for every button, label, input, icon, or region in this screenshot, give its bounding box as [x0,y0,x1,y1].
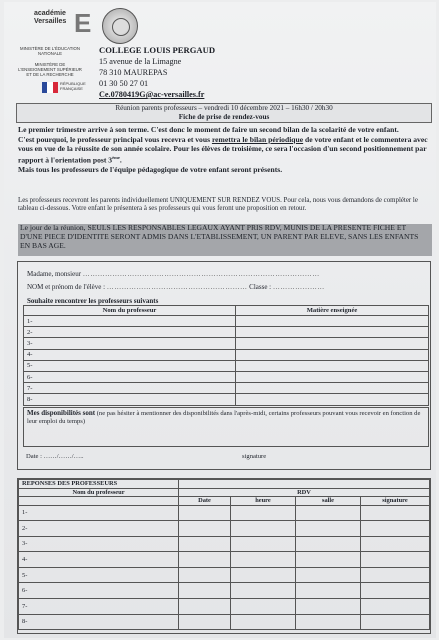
republique-label: RÉPUBLIQUE FRANÇAISE [60,81,86,91]
col-teacher-name: Nom du professeur [24,306,236,316]
intro-paragraph-1: Le premier trimestre arrive à son terme. C'est donc le moment de faire un second bilan de la scolarité de votre enfant. [18,125,399,134]
college-phone: 01 30 50 27 01 [99,79,149,88]
college-seal-icon [102,8,138,44]
table-row[interactable]: 2- [24,327,429,338]
teachers-request-table [23,305,429,406]
academie-logo [34,8,92,38]
document-page [4,2,436,638]
table-row[interactable]: 8- [24,394,429,405]
teachers-subtitle: Souhaite rencontrer les professeurs suivants [27,297,159,305]
intro-text [18,125,432,175]
table-row[interactable]: 1- [19,505,430,521]
table-row[interactable]: 5- [24,360,429,371]
college-city: 78 310 MAUREPAS [99,68,168,77]
intro-paragraph-3: Mais tous les professeurs de l'équipe pédagogique de votre enfant seront présents. [18,165,283,175]
request-form [17,261,431,470]
table-row[interactable]: 6- [19,583,430,599]
table-row[interactable]: 8- [19,614,430,630]
col-salle: salle [296,497,361,506]
parent-name-field[interactable]: Madame, monsieur …………………………………………………………………………………… [27,270,320,278]
table-row[interactable]: 2- [19,521,430,537]
col-heure: heure [231,497,296,506]
col-teacher-name: Nom du professeur [19,488,179,497]
versailles-word: Versailles [34,18,67,25]
table-row[interactable]: 3- [24,338,429,349]
responses-table [18,479,430,630]
college-street: 15 avenue de la Limagne [99,57,182,66]
availability-box[interactable]: Mes disponibilités sont (ne pas hésiter à mentionner des disponibilités dans l'après-midi, certains professeurs pouvant vous recevoir en fonction de leur emploi du temps) [23,407,429,447]
ministry-higher-education: MINISTÈRE DE L'ENSEIGNEMENT SUPÉRIEUR ET DE LA RECHERCHE [18,62,82,77]
col-subject: Matière enseignée [236,306,429,316]
table-row[interactable]: 7- [19,599,430,615]
table-row[interactable]: 5- [19,567,430,583]
table-row[interactable]: 1- [24,316,429,327]
table-row[interactable]: 3- [19,536,430,552]
student-name-field[interactable]: NOM et prénom de l'élève : ………………………………………………… Classe : ………………… [27,283,325,291]
college-address-block [99,45,215,100]
table-row[interactable]: 4- [19,552,430,568]
col-rdv: RDV [179,488,430,497]
admission-warning: Le jour de la réunion, SEULS LES RESPONSABLES LEGAUX AYANT PRIS RDV, MUNIS DE LA PRESENTE FICHE ET D'UNE PIECE D'IDENTITE SERONT ADMIS DANS L'ETABLISSEMENT, UN PARENT PAR ELEVE, SANS LES ENFANTS EN BAS AGE. [18,224,432,256]
responses-title: REPONSES DES PROFESSEURS [19,480,179,489]
title-box [16,103,432,123]
class-label: Classe : [249,283,272,291]
french-flag-icon [42,82,58,93]
intro-paragraph-2: C'est pourquoi, le professeur principal vous recevra et vous remettra le bilan périodique de votre enfant et le commentera avec vous en vue de la réussite de son année scolaire. Pour les élèves de troisième, ce sera l'occasion d'un second positionnement par rapport à l'orientation post 3ème. [18,134,428,165]
col-date: Date [179,497,231,506]
table-row[interactable]: 4- [24,349,429,360]
college-email[interactable]: Ce.0780419G@ac-versailles.fr [99,90,205,99]
ministry-education: MINISTÈRE DE L'ÉDUCATION NATIONALE [20,46,80,56]
form-title: Fiche de prise de rendez-vous [178,113,270,121]
table-row[interactable]: 7- [24,383,429,394]
col-signature: signature [361,497,430,506]
table-row[interactable]: 6- [24,371,429,382]
date-field[interactable]: Date : ……/……/….. [26,453,84,460]
academie-word: académie [34,10,66,17]
appointment-note: Les professeurs recevront les parents individuellement UNIQUEMENT SUR RENDEZ VOUS. Pour cela, nous vous demandons de compléter le tableau ci-dessous. Votre enfant le présentera à ses professeurs qui vous feront une proposition en retour. [18,197,418,213]
college-name: COLLEGE LOUIS PERGAUD [99,45,216,55]
signature-field[interactable]: signature [242,453,267,460]
meeting-title: Réunion parents professeurs – vendredi 10 décembre 2021 – 16h30 / 20h30 [115,104,333,112]
logo-e-mark: E [74,8,92,38]
teacher-response-form [17,478,431,634]
